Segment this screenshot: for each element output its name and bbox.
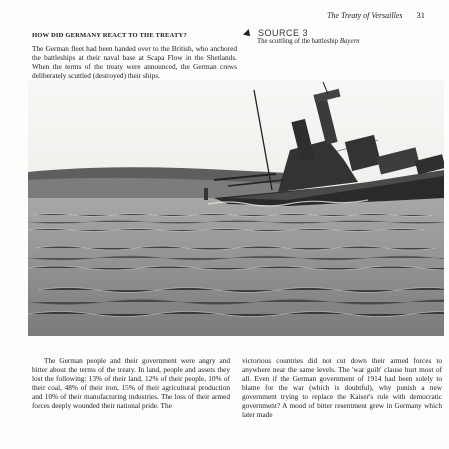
source-label-text: SOURCE 3	[258, 28, 309, 38]
source-caption	[257, 38, 360, 45]
battleship-photo	[28, 80, 444, 336]
body-column-right: victorious countries did not cut down their armed forces to anywhere near the same levels. The 'war guilt' clause hurt most of all. Even if the German government of 1914 had been solely to blame for the war (which is doubtful), why punish a new government trying to replace the Kaiser's rule with democratic government? A mood of bitter resentment grew in Germany which later made	[242, 356, 442, 419]
body-column-left: The German people and their government were angry and bitter about the terms of the treaty. In land, people and assets they lost the following: 13% of their land, 12% of their people, 10% of their coal, 48% of their iron, 15% of their agricultural production and 10% of their manufacturing industries. The loss of their armed forces deeply wounded their national pride. The	[32, 356, 230, 410]
source-caption-text: The scuttling of the battleship	[257, 38, 339, 45]
page-number: 31	[416, 10, 425, 20]
source-caption-ship: Bayern	[339, 38, 360, 45]
source-arrow-icon	[243, 29, 253, 39]
section-heading: HOW DID GERMANY REACT TO THE TREATY?	[32, 32, 187, 39]
source-label	[244, 28, 308, 38]
running-head-title: The Treaty of Versailles	[327, 11, 403, 20]
intro-paragraph: The German fleet had been handed over to the British, who anchored the battleships at their naval base at Scapa Flow in the Shetlands. When the terms of the treaty were announced, the German crews deliberately scuttled (destroyed) their ships.	[32, 44, 237, 80]
running-head	[327, 10, 425, 20]
